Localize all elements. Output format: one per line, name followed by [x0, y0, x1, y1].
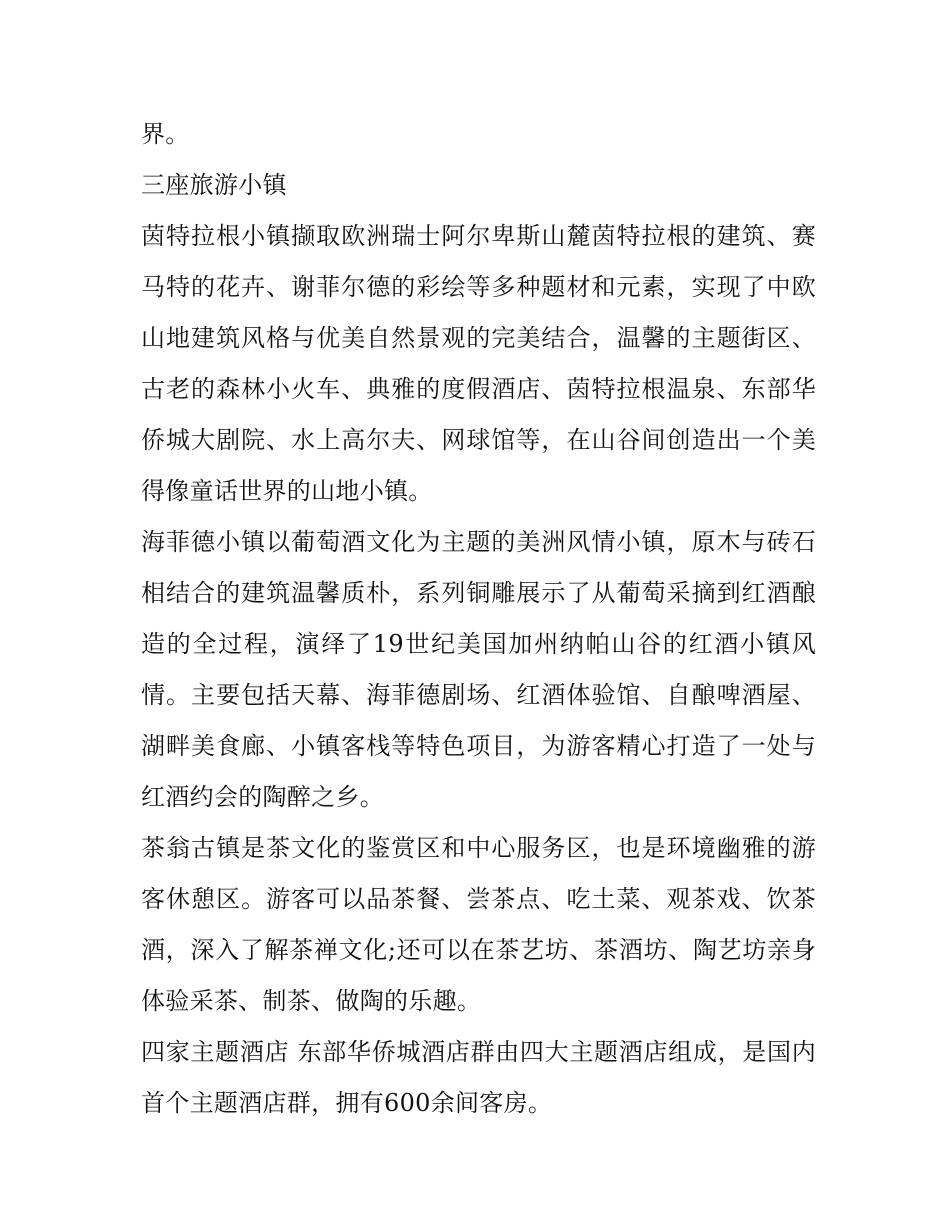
paragraph-chaweng-town: 茶翁古镇是茶文化的鉴赏区和中心服务区，也是环境幽雅的游客休憩区。游客可以品茶餐、尝茶点、吃土菜、观茶戏、饮茶酒，深入了解茶禅文化;还可以在茶艺坊、茶酒坊、陶艺坊亲身体验采茶、制茶、做陶的乐趣。: [141, 834, 816, 1015]
paragraph-interlaken-town: 茵特拉根小镇撷取欧洲瑞士阿尔卑斯山麓茵特拉根的建筑、赛马特的花卉、谢菲尔德的彩绘等多种题材和元素，实现了中欧山地建筑风格与优美自然景观的完美结合，温馨的主题街区、古老的森林小火车、典雅的度假酒店、茵特拉根温泉、东部华侨城大剧院、水上高尔夫、网球馆等，在山谷间创造出一个美得像童话世界的山地小镇。: [141, 222, 816, 505]
paragraph-continuation: 界。: [141, 120, 190, 148]
section-heading-three-towns: 三座旅游小镇: [141, 171, 287, 199]
paragraph-heifeide-town: 海菲德小镇以葡萄酒文化为主题的美洲风情小镇，原木与砖石相结合的建筑温馨质朴，系列铜雕展示了从葡萄采摘到红酒酿造的全过程，演绎了19世纪美国加州纳帕山谷的红酒小镇风情。主要包括天幕、海菲德剧场、红酒体验馆、自酿啤酒屋、湖畔美食廊、小镇客栈等特色项目，为游客精心打造了一处与红酒约会的陶醉之乡。: [141, 528, 816, 811]
paragraph-theme-hotels: 四家主题酒店 东部华侨城酒店群由四大主题酒店组成，是国内首个主题酒店群，拥有600余间客房。: [141, 1038, 816, 1117]
document-body: [141, 109, 816, 1129]
